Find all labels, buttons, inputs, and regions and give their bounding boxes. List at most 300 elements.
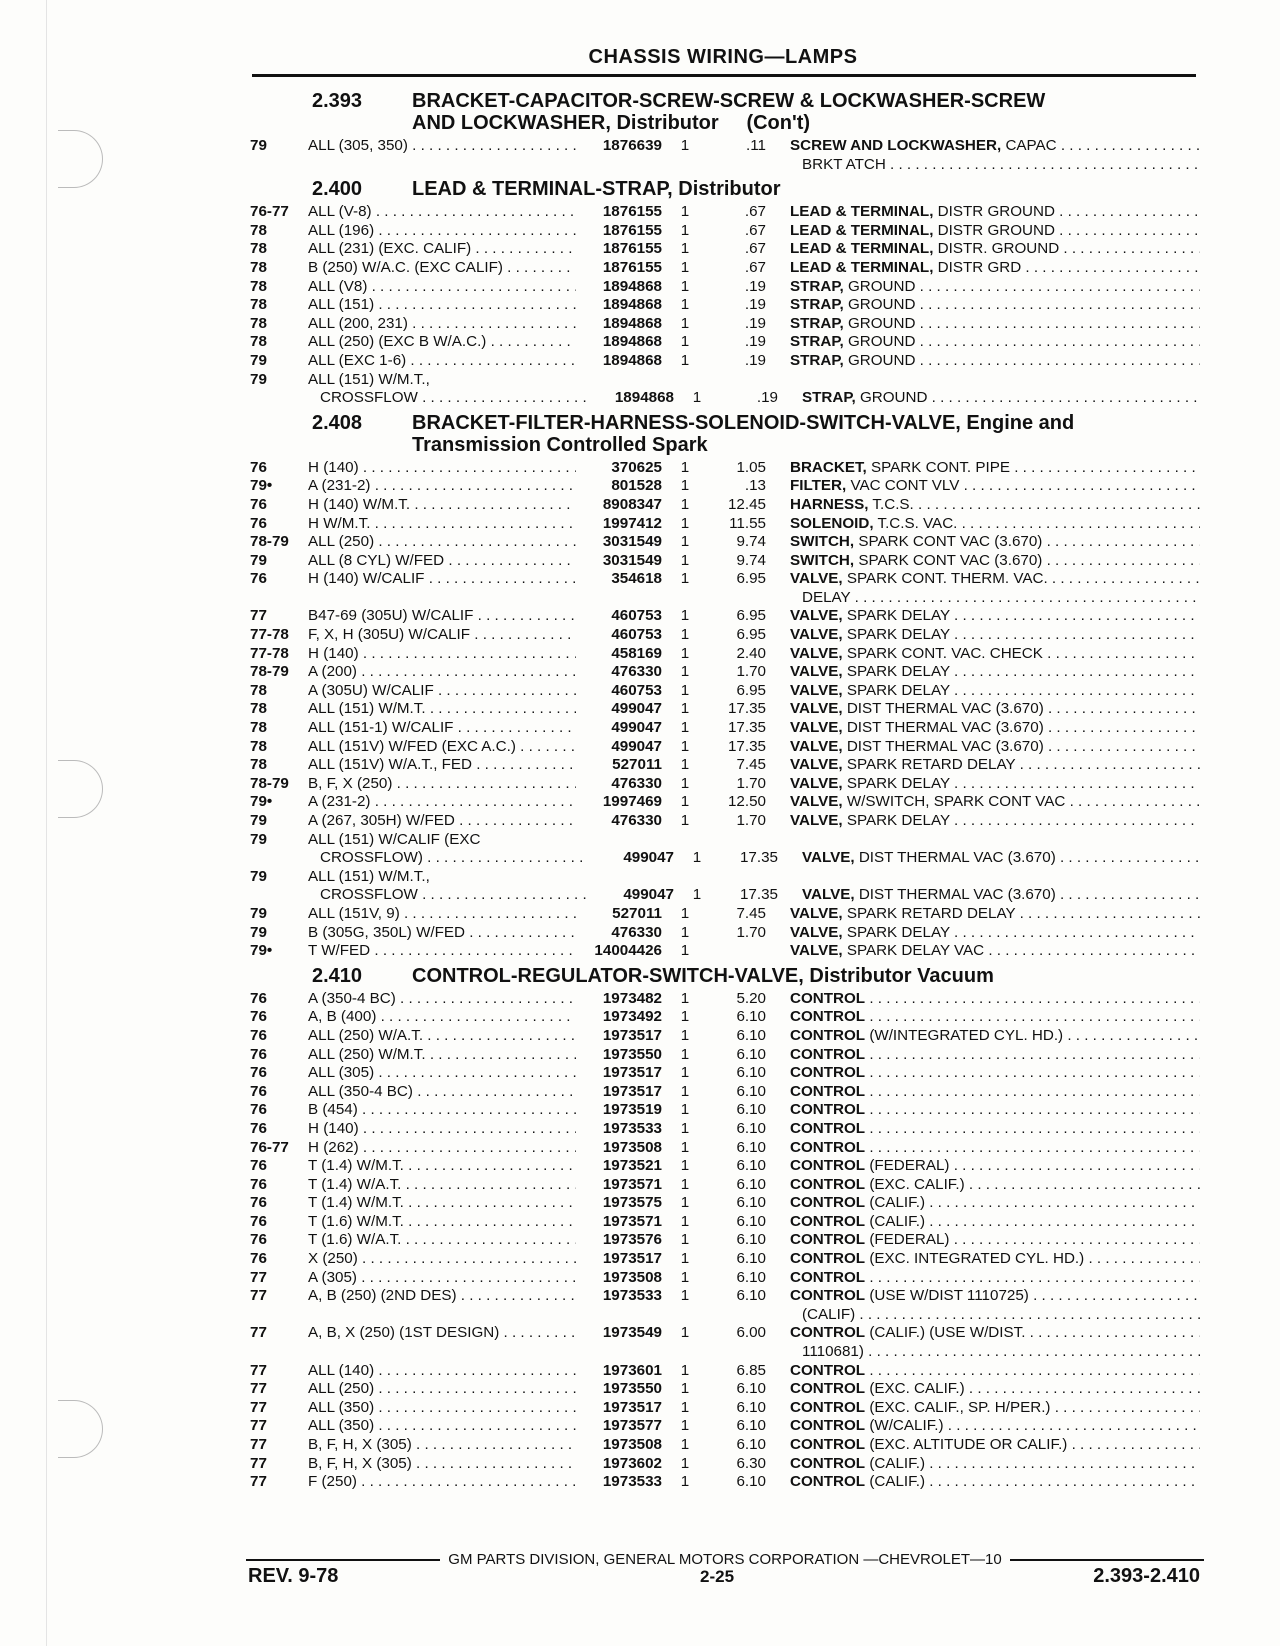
part-spec: SPARK DELAY [842, 607, 950, 625]
table-row [250, 719, 1200, 738]
part-number: 460753 [611, 607, 662, 625]
application-desc: ALL (151) W/M.T. . . . [308, 700, 576, 719]
part-name-bold: CONTROL [790, 1045, 866, 1063]
part-spec: (EXC. CALIF.) [865, 1175, 965, 1193]
part-number: 3031549 [602, 551, 662, 569]
application-desc: ALL (151) W/CALIF (EXC [308, 830, 481, 848]
quantity: 1 [680, 1417, 690, 1435]
part-name [766, 756, 1200, 775]
part-name [766, 552, 1200, 571]
model-year: 77 [250, 1361, 267, 1379]
part-name [766, 477, 1200, 496]
part-name-bold: STRAP, [790, 351, 844, 369]
footer-rule [246, 1559, 440, 1561]
model-year: 78 [250, 737, 267, 755]
quantity: 1 [680, 477, 690, 495]
part-name [766, 533, 1200, 552]
part-name [766, 1343, 1200, 1362]
quantity: 1 [680, 774, 690, 792]
part-number: 476330 [611, 774, 662, 792]
application-desc: ALL (196) . . . [308, 222, 576, 241]
application-desc: ALL (350) . . . [308, 1417, 576, 1436]
part-spec: (CALIF) [802, 1305, 856, 1323]
model-year: 79• [250, 942, 273, 960]
model-year: 79 [250, 370, 267, 388]
part-spec: SPARK CONT VAC (3.670) [854, 551, 1043, 569]
quantity: 1 [680, 1231, 690, 1249]
model-year: 76 [250, 1250, 267, 1268]
part-name-bold: VALVE, [790, 756, 843, 774]
part-name [766, 1213, 1200, 1232]
table-row [250, 477, 1200, 496]
part-name [766, 1101, 1200, 1120]
binder-hole [58, 760, 103, 818]
quantity: 1 [680, 1119, 690, 1137]
part-name-bold: CONTROL [790, 1454, 866, 1472]
application-desc: A, B, X (250) (1ST DESIGN) . . . [308, 1324, 576, 1343]
part-name-bold: CONTROL [790, 1175, 866, 1193]
part-name [766, 719, 1200, 738]
part-number: 1876155 [602, 240, 662, 258]
part-spec: T.C.S. VAC. [873, 514, 958, 532]
model-year: 76 [250, 570, 267, 588]
part-number: 527011 [612, 756, 662, 774]
price: 7.45 [736, 756, 766, 774]
part-name-bold: CONTROL [790, 989, 866, 1007]
part-name-bold: CONTROL [790, 1268, 866, 1286]
price: 6.10 [736, 1175, 766, 1193]
table-row [250, 886, 1200, 905]
table-row [250, 222, 1200, 241]
table-row [250, 607, 1200, 626]
part-spec: W/SWITCH, SPARK CONT VAC [842, 793, 1066, 811]
part-spec: (USE W/DIST 1110725) [865, 1287, 1029, 1305]
table-row [250, 296, 1200, 315]
part-spec: DELAY [802, 588, 851, 606]
part-spec: (EXC. INTEGRATED CYL. HD.) [865, 1250, 1085, 1268]
part-number: 1876155 [602, 258, 662, 276]
table-row [250, 1083, 1200, 1102]
part-name [766, 1231, 1200, 1250]
price: 9.74 [736, 533, 766, 551]
part-spec: DISTR GROUND [933, 203, 1055, 221]
model-year: 76-77 [250, 203, 289, 221]
part-name-bold: LEAD & TERMINAL, [790, 240, 934, 258]
part-spec: SPARK DELAY [842, 663, 950, 681]
table-row [250, 515, 1200, 534]
application-desc [308, 1343, 576, 1362]
quantity: 1 [680, 1045, 690, 1063]
part-number: 801528 [611, 477, 662, 495]
price: 6.10 [736, 1417, 766, 1435]
table-row [250, 1306, 1200, 1325]
table-row [250, 1046, 1200, 1065]
part-name [766, 1176, 1200, 1195]
part-name-bold: CONTROL [790, 1250, 866, 1268]
model-year: 77 [250, 1287, 267, 1305]
part-name [766, 942, 1200, 961]
part-spec: GROUND [843, 351, 916, 369]
part-number: 1876155 [602, 203, 662, 221]
part-number: 1973508 [602, 1268, 662, 1286]
section-title: BRACKET-CAPACITOR-SCREW-SCREW & LOCKWASHER-SCREW [412, 90, 1046, 112]
model-year: 79 [250, 137, 267, 154]
price: .19 [756, 389, 778, 407]
part-name [766, 1250, 1200, 1269]
part-name-bold: CONTROL [790, 1361, 866, 1379]
price: 17.35 [739, 849, 778, 867]
part-name-bold: CONTROL [790, 1473, 866, 1491]
part-name [766, 645, 1200, 664]
part-name [766, 240, 1200, 259]
quantity: 1 [680, 644, 690, 662]
part-number: 1973492 [602, 1008, 662, 1026]
price: 12.50 [727, 793, 766, 811]
section-title-line2: Transmission Controlled Spark [412, 433, 708, 456]
quantity: 1 [680, 137, 690, 154]
part-name-bold: SCREW AND LOCKWASHER, [790, 137, 1002, 154]
model-year: 79• [250, 793, 273, 811]
part-number: 354618 [611, 570, 662, 588]
part-number: 1973549 [602, 1324, 662, 1342]
application-desc: A (200) . . . [308, 663, 576, 682]
model-year: 77-78 [250, 626, 289, 644]
part-name [766, 296, 1200, 315]
model-year: 79 [250, 351, 267, 369]
price: .19 [744, 333, 766, 351]
model-year: 76 [250, 1194, 267, 1212]
part-name [766, 1269, 1200, 1288]
table-row [250, 1176, 1200, 1195]
table-row [250, 1008, 1200, 1027]
application-desc: ALL (250) W/M.T. . . . [308, 1046, 576, 1065]
price: 1.70 [736, 923, 766, 941]
part-spec: SPARK DELAY [842, 923, 950, 941]
part-name [766, 1008, 1200, 1027]
table-row [250, 1250, 1200, 1269]
table-row [250, 156, 1200, 175]
application-desc: ALL (250) W/A.T. . . . [308, 1027, 576, 1046]
table-row [250, 775, 1200, 794]
model-year: 79 [250, 551, 267, 569]
part-spec: DIST THERMAL VAC (3.670) [842, 719, 1044, 737]
part-name [766, 1306, 1200, 1325]
application-desc: B (454) . . . [308, 1101, 576, 1120]
price [708, 942, 766, 961]
application-desc: ALL (151) W/M.T., [308, 370, 430, 388]
part-name-bold: VALVE, [790, 737, 843, 755]
part-name-bold: VALVE, [790, 793, 843, 811]
table-row [250, 333, 1200, 352]
quantity: 1 [680, 1194, 690, 1212]
price: 6.10 [736, 1380, 766, 1398]
part-name-bold: SWITCH, [790, 533, 855, 551]
quantity: 1 [680, 1026, 690, 1044]
part-name-bold: CONTROL [790, 1026, 866, 1044]
price: 9.74 [736, 551, 766, 569]
part-name [766, 1362, 1200, 1381]
table-row [250, 1213, 1200, 1232]
part-spec: GROUND [843, 296, 916, 314]
price: 17.35 [739, 886, 778, 904]
part-name [766, 1473, 1200, 1492]
part-spec: (CALIF.) [865, 1194, 926, 1212]
price: 6.10 [736, 1119, 766, 1137]
quantity: 1 [680, 1101, 690, 1119]
quantity: 1 [680, 1473, 690, 1491]
part-name [766, 868, 1200, 887]
price: 17.35 [727, 737, 766, 755]
part-name-bold: LEAD & TERMINAL, [790, 203, 934, 221]
model-year: 78 [250, 240, 267, 258]
part-number: 1973533 [602, 1119, 662, 1137]
model-year: 76 [250, 989, 267, 1007]
table-row [250, 942, 1200, 961]
part-spec: SPARK DELAY VAC [842, 942, 985, 960]
table-row [250, 1287, 1200, 1306]
part-name [766, 1436, 1200, 1455]
application-desc: ALL (200, 231) . . . [308, 315, 576, 334]
part-spec: SPARK RETARD DELAY [842, 904, 1016, 922]
part-name-bold: VALVE, [802, 886, 855, 904]
price: 1.70 [736, 774, 766, 792]
price: .19 [744, 296, 766, 314]
model-year [250, 1343, 308, 1362]
part-name [766, 1417, 1200, 1436]
section-2 [250, 412, 1200, 961]
quantity: 1 [680, 700, 690, 718]
part-name-bold: VALVE, [790, 904, 843, 922]
application-desc: H W/M.T. . . . [308, 515, 576, 534]
price: .67 [744, 240, 766, 258]
part-number [576, 868, 662, 887]
part-spec: SPARK DELAY [842, 626, 950, 644]
model-year: 78 [250, 221, 267, 239]
price: 17.35 [727, 719, 766, 737]
application-desc: F, X, H (305U) W/CALIF . . . [308, 626, 576, 645]
application-desc [308, 589, 576, 608]
model-year: 76 [250, 1064, 267, 1082]
model-year: 76 [250, 1231, 267, 1249]
part-name-bold: CONTROL [790, 1212, 866, 1230]
application-desc: ALL (250) . . . [308, 1380, 576, 1399]
part-number: 1973577 [602, 1417, 662, 1435]
table-row [250, 645, 1200, 664]
part-spec: SPARK RETARD DELAY [842, 756, 1016, 774]
section-heading [250, 90, 1200, 112]
quantity [662, 589, 708, 608]
binder-hole [58, 130, 103, 188]
application-desc: H (140) W/M.T. . . . [308, 496, 576, 515]
part-name-bold: SWITCH, [790, 551, 855, 569]
price: 6.10 [736, 1064, 766, 1082]
part-spec: SPARK CONT. VAC. CHECK [842, 644, 1043, 662]
part-name-bold: CONTROL [790, 1324, 866, 1342]
model-year: 79 [250, 904, 267, 922]
application-desc: ALL (231) (EXC. CALIF) . . . [308, 240, 576, 259]
application-desc: A, B (400) . . . [308, 1008, 576, 1027]
model-year: 76-77 [250, 1138, 289, 1156]
table-row [250, 371, 1200, 390]
model-year: 77 [250, 1380, 267, 1398]
part-spec: T.C.S. [868, 495, 914, 513]
price: 6.30 [736, 1454, 766, 1472]
part-name-bold: VALVE, [790, 626, 843, 644]
part-name [766, 570, 1200, 589]
model-year: 76 [250, 1045, 267, 1063]
part-name-bold: VALVE, [790, 812, 843, 829]
part-number: 3031549 [602, 533, 662, 551]
part-number: 1876639 [602, 137, 662, 154]
price: 6.10 [736, 1398, 766, 1416]
table-row [250, 1139, 1200, 1158]
quantity: 1 [680, 1138, 690, 1156]
quantity: 1 [680, 737, 690, 755]
application-desc: A (350-4 BC) . . . [308, 990, 576, 1009]
model-year: 77 [250, 1324, 267, 1342]
quantity [662, 156, 708, 175]
part-name [766, 1157, 1200, 1176]
part-spec: DISTR GRD [933, 258, 1022, 276]
application-desc: ALL (151V) W/A.T., FED . . . [308, 756, 576, 775]
part-name-bold: SOLENOID, [790, 514, 874, 532]
application-desc: H (140) . . . [308, 459, 576, 478]
part-number [576, 371, 662, 390]
table-row [250, 812, 1200, 831]
quantity: 1 [680, 681, 690, 699]
application-desc: H (140) . . . [308, 645, 576, 664]
model-year: 77 [250, 1454, 267, 1472]
part-number: 1973533 [602, 1473, 662, 1491]
table-row [250, 1399, 1200, 1418]
section-3 [250, 965, 1200, 1492]
part-number: 1997412 [602, 514, 662, 532]
price: 1.05 [736, 458, 766, 476]
part-number: 460753 [611, 681, 662, 699]
section-title-line2: AND LOCKWASHER, Distributor (Con't) [412, 112, 811, 134]
quantity: 1 [680, 203, 690, 221]
model-year: 76 [250, 1175, 267, 1193]
model-year [250, 1306, 308, 1325]
price: .13 [744, 477, 766, 495]
price: 6.95 [736, 570, 766, 588]
part-name-bold: VALVE, [790, 663, 843, 681]
part-spec: (CALIF.) [865, 1454, 926, 1472]
model-year: 78-79 [250, 663, 289, 681]
application-desc: ALL (8 CYL) W/FED . . . [308, 552, 576, 571]
model-year: 79 [250, 812, 267, 829]
application-desc: CROSSFLOW . . . [308, 886, 588, 905]
part-number: 1894868 [614, 389, 674, 407]
model-year [250, 886, 308, 905]
heading-indent [312, 434, 412, 456]
application-desc: ALL (250) (EXC B W/A.C.) . . . [308, 333, 576, 352]
application-desc: ALL (151-1) W/CALIF . . . [308, 719, 576, 738]
quantity: 1 [680, 351, 690, 369]
quantity: 1 [680, 240, 690, 258]
application-desc: T (1.6) W/M.T. . . . [308, 1213, 576, 1232]
footer-rule [1010, 1559, 1204, 1561]
quantity: 1 [692, 849, 702, 867]
price: 5.20 [736, 989, 766, 1007]
part-name [766, 775, 1200, 794]
application-desc: B (305G, 350L) W/FED . . . [308, 924, 576, 943]
model-year: 78 [250, 719, 267, 737]
part-name-bold: LEAD & TERMINAL, [790, 258, 934, 276]
part-name-bold: CONTROL [790, 1380, 866, 1398]
price: 6.95 [736, 607, 766, 625]
part-name-bold: VALVE, [802, 849, 855, 867]
table-row [250, 352, 1200, 371]
application-desc: ALL (305, 350) . . . [308, 137, 576, 156]
part-spec: GROUND [843, 314, 916, 332]
part-number: 1973601 [602, 1361, 662, 1379]
quantity: 1 [680, 296, 690, 314]
application-desc: T (1.4) W/M.T. . . . [308, 1157, 576, 1176]
model-year: 77-78 [250, 644, 289, 662]
header-rule [252, 74, 1196, 77]
model-year: 76 [250, 1026, 267, 1044]
table-row [250, 738, 1200, 757]
table-row [250, 1436, 1200, 1455]
part-name-bold: CONTROL [790, 1231, 866, 1249]
part-name-bold: CONTROL [790, 1008, 866, 1026]
part-number: 499047 [611, 700, 662, 718]
part-name-bold: VALVE, [790, 700, 843, 718]
part-name [766, 137, 1200, 156]
model-year: 76 [250, 1157, 267, 1175]
part-name-bold: CONTROL [790, 1417, 866, 1435]
part-name [766, 793, 1200, 812]
price: .67 [744, 258, 766, 276]
price: 6.10 [736, 1268, 766, 1286]
quantity: 1 [680, 514, 690, 532]
table-row [250, 459, 1200, 478]
quantity: 1 [680, 1380, 690, 1398]
quantity: 1 [680, 314, 690, 332]
model-year: 77 [250, 607, 267, 625]
part-number: 1973576 [602, 1231, 662, 1249]
part-name-bold: STRAP, [790, 333, 844, 351]
application-desc: ALL (151V, 9) . . . [308, 905, 576, 924]
part-number: 370625 [611, 458, 662, 476]
model-year: 77 [250, 1398, 267, 1416]
part-name [766, 1287, 1200, 1306]
section-number: 2.393 [312, 90, 363, 112]
part-spec: SPARK DELAY [842, 812, 950, 829]
table-row [250, 589, 1200, 608]
price: .19 [744, 277, 766, 295]
part-number: 1973550 [602, 1380, 662, 1398]
application-desc: ALL (250) . . . [308, 533, 576, 552]
application-desc: B, F, H, X (305) . . . [308, 1436, 576, 1455]
quantity: 1 [680, 1175, 690, 1193]
section-heading-cont [250, 112, 1200, 134]
table-row [250, 1324, 1200, 1343]
part-name [766, 333, 1200, 352]
application-desc: A (305U) W/CALIF . . . [308, 682, 576, 701]
quantity: 1 [680, 1212, 690, 1230]
model-year: 78 [250, 314, 267, 332]
price: 6.10 [736, 1250, 766, 1268]
model-year: 77 [250, 1268, 267, 1286]
part-number: 1973508 [602, 1138, 662, 1156]
part-number [576, 589, 662, 608]
part-spec: 1110681) [802, 1343, 864, 1361]
table-row [250, 1269, 1200, 1288]
table-row [250, 793, 1200, 812]
price [708, 371, 766, 390]
